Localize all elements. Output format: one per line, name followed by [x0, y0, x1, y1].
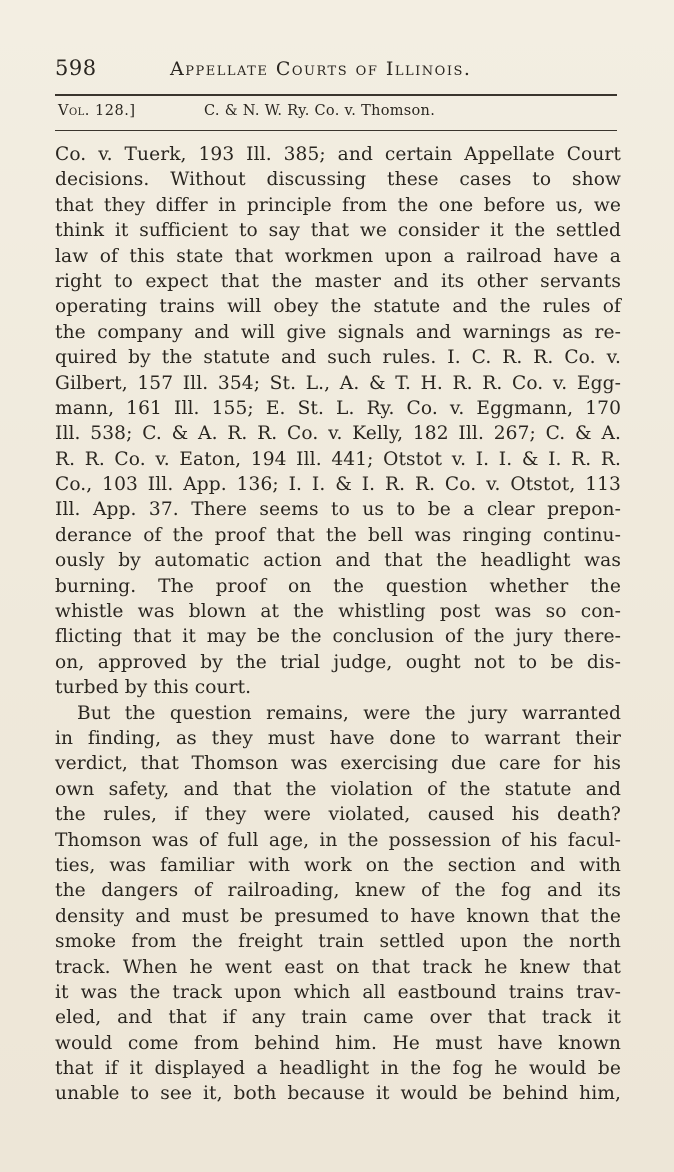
header-rule-bottom — [55, 130, 617, 131]
text-line: Gilbert, 157 Ill. 354; St. L., A. & T. H. R. R. Co. v. Egg- — [55, 372, 621, 394]
text-line: law of this state that workmen upon a railroad have a — [55, 245, 621, 267]
volume-label: Vol. 128.] — [58, 103, 136, 119]
text-line: on, approved by the trial judge, ought not to be dis- — [55, 651, 621, 673]
text-line: that if it displayed a headlight in the fog he would be — [55, 1058, 621, 1080]
text-line: Thomson was of full age, in the possession of his facul- — [55, 829, 621, 851]
text-line: burning. The proof on the question whether the — [55, 575, 621, 597]
text-line: Co., 103 Ill. App. 136; I. I. & I. R. R. Co. v. Otstot, 113 — [55, 474, 621, 496]
text-line: ously by automatic action and that the headlight was — [55, 550, 621, 572]
text-line: quired by the statute and such rules. I. C. R. R. Co. v. — [55, 347, 621, 369]
text-line: it was the track upon which all eastbound trains trav- — [55, 981, 621, 1003]
header-rule-top — [55, 94, 617, 96]
case-title: C. & N. W. Ry. Co. v. Thomson. — [204, 103, 436, 119]
text-line: density and must be presumed to have known that the — [55, 905, 621, 927]
text-line: eled, and that if any train came over that track it — [55, 1007, 621, 1029]
text-line: the dangers of railroading, knew of the fog and its — [55, 880, 621, 902]
text-line: in finding, as they must have done to warrant their — [55, 727, 621, 749]
text-line: the rules, if they were violated, caused his death? — [55, 804, 621, 826]
text-line: operating trains will obey the statute and the rules of — [55, 296, 621, 318]
text-line: But the question remains, were the jury warranted — [77, 702, 621, 724]
text-line: mann, 161 Ill. 155; E. St. L. Ry. Co. v. Eggmann, 170 — [55, 397, 621, 419]
text-line: the company and will give signals and warnings as re- — [55, 321, 621, 343]
text-line: unable to see it, both because it would be behind him, — [55, 1083, 621, 1105]
text-line: verdict, that Thomson was exercising due care for his — [55, 753, 621, 775]
text-line: own safety, and that the violation of the statute and — [55, 778, 621, 800]
text-line: that they differ in principle from the one before us, we — [55, 194, 621, 216]
text-line: turbed by this court. — [55, 677, 252, 699]
text-line: ties, was familiar with work on the section and with — [55, 854, 621, 876]
text-line: right to expect that the master and its other servants — [55, 270, 621, 292]
text-line: think it sufficient to say that we consider it the settled — [55, 220, 621, 242]
body-text — [55, 142, 621, 1107]
text-line: derance of the proof that the bell was ringing continu- — [55, 524, 621, 546]
running-title: Appellate Courts of Illinois. — [170, 58, 472, 80]
page-number: 598 — [55, 56, 97, 80]
text-line: Ill. 538; C. & A. R. R. Co. v. Kelly, 182 Ill. 267; C. & A. — [55, 423, 621, 445]
text-line: track. When he went east on that track he knew that — [55, 956, 621, 978]
text-line: Co. v. Tuerk, 193 Ill. 385; and certain Appellate Court — [55, 144, 621, 165]
text-line: Ill. App. 37. There seems to us to be a clear prepon- — [55, 499, 621, 521]
text-line: flicting that it may be the conclusion of the jury there- — [55, 626, 621, 648]
text-line: decisions. Without discussing these cases to show — [55, 169, 621, 191]
text-line: whistle was blown at the whistling post was so con- — [55, 601, 621, 623]
text-line: would come from behind him. He must have known — [55, 1032, 621, 1054]
text-line: R. R. Co. v. Eaton, 194 Ill. 441; Otstot v. I. I. & I. R. R. — [55, 448, 621, 470]
case-subheader — [58, 103, 618, 125]
page-header — [55, 56, 615, 90]
text-line: smoke from the freight train settled upon the north — [55, 931, 621, 953]
